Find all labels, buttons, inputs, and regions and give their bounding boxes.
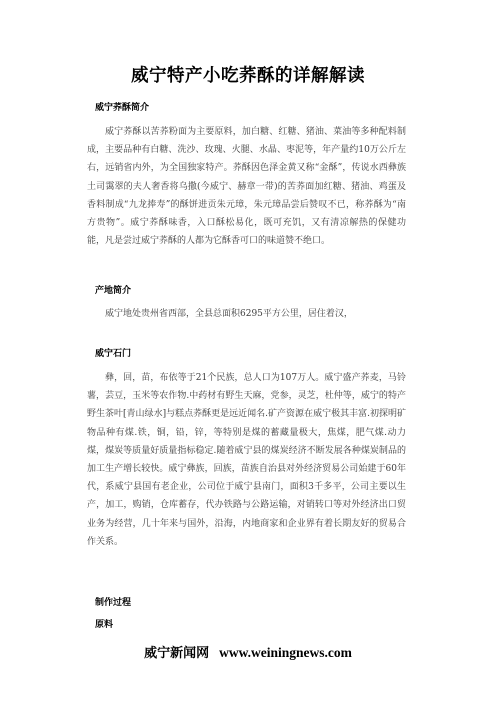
section-body-origin: 威宁地处贵州省西部，全县总面积6295平方公里，居住着汉， [105, 309, 353, 319]
section-heading-ingredients: 原料 [95, 620, 114, 630]
section-body-intro: 威宁荞酥以苦荞粉面为主要原料，加白糖、红糖、猪油、菜油等多种配料制成，主要品种有白糖、洗沙、玫瑰、火腿、水晶、枣泥等，年产量约10万公斤左右，远销省内外，为全国独家特产。荞酥因色泽金黄又称“金酥”，传说水西彝族土司霭翠的夫人奢香将乌撒(今威宁、赫章一带)的苦荞面加红糖、猪油、鸡蛋及香料制成“九龙捧寿”的酥饼进贡朱元璋，朱元璋品尝后赞叹不已，称荞酥为“南方贵物”。威宁荞酥味香，入口酥松易化，既可充饥，又有清凉解热的保健功能，凡是尝过威宁荞酥的人都为它酥香可口的味道赞不绝口。 [87, 127, 406, 247]
page-footer [0, 642, 496, 661]
section-heading-origin: 产地简介 [95, 286, 132, 296]
section-heading-process: 制作过程 [95, 598, 132, 608]
section-heading-intro: 威宁荞酥简介 [95, 103, 150, 113]
document-title: 威宁特产小吃荞酥的详解解读 [131, 66, 365, 86]
footer-site-name: 威宁新闻网 [144, 646, 210, 661]
footer-url[interactable]: www.weiningnews.com [219, 645, 352, 660]
section-heading-shimen: 威宁石门 [95, 349, 132, 359]
section-body-shimen: 彝，回，苗，布依等于21个民族，总人口为107万人。威宁盛产荞麦，马铃薯，芸豆，玉米等农作物.中药材有野生天麻，党参，灵芝，杜仲等，威宁的特产野生茶叶[青山绿水]与糕点荞酥更是远近闻名.矿产资源在威宁极其丰富.初探明矿物品种有煤.铁，铜，铅，锌，等特别是煤的蓄藏量极大，焦煤，肥气煤.动力煤，煤炭等质量好质量指标稳定.随着威宁县的煤炭经济不断发展各种煤炭制品的加工生产增长较快。威宁彝族，回族，苗族自治县对外经济贸易公司始建于60年代，系威宁县国有老企业，公司位于威宁县南门，面积3千多平，公司主要以生产，加工，购销，仓库蓄存，代办铁路与公路运输，对销转口等对外经济出口贸业务为经营，几十年来与国外，沿海，内地商家和企业界有着长期友好的贸易合作关系。 [87, 373, 406, 547]
